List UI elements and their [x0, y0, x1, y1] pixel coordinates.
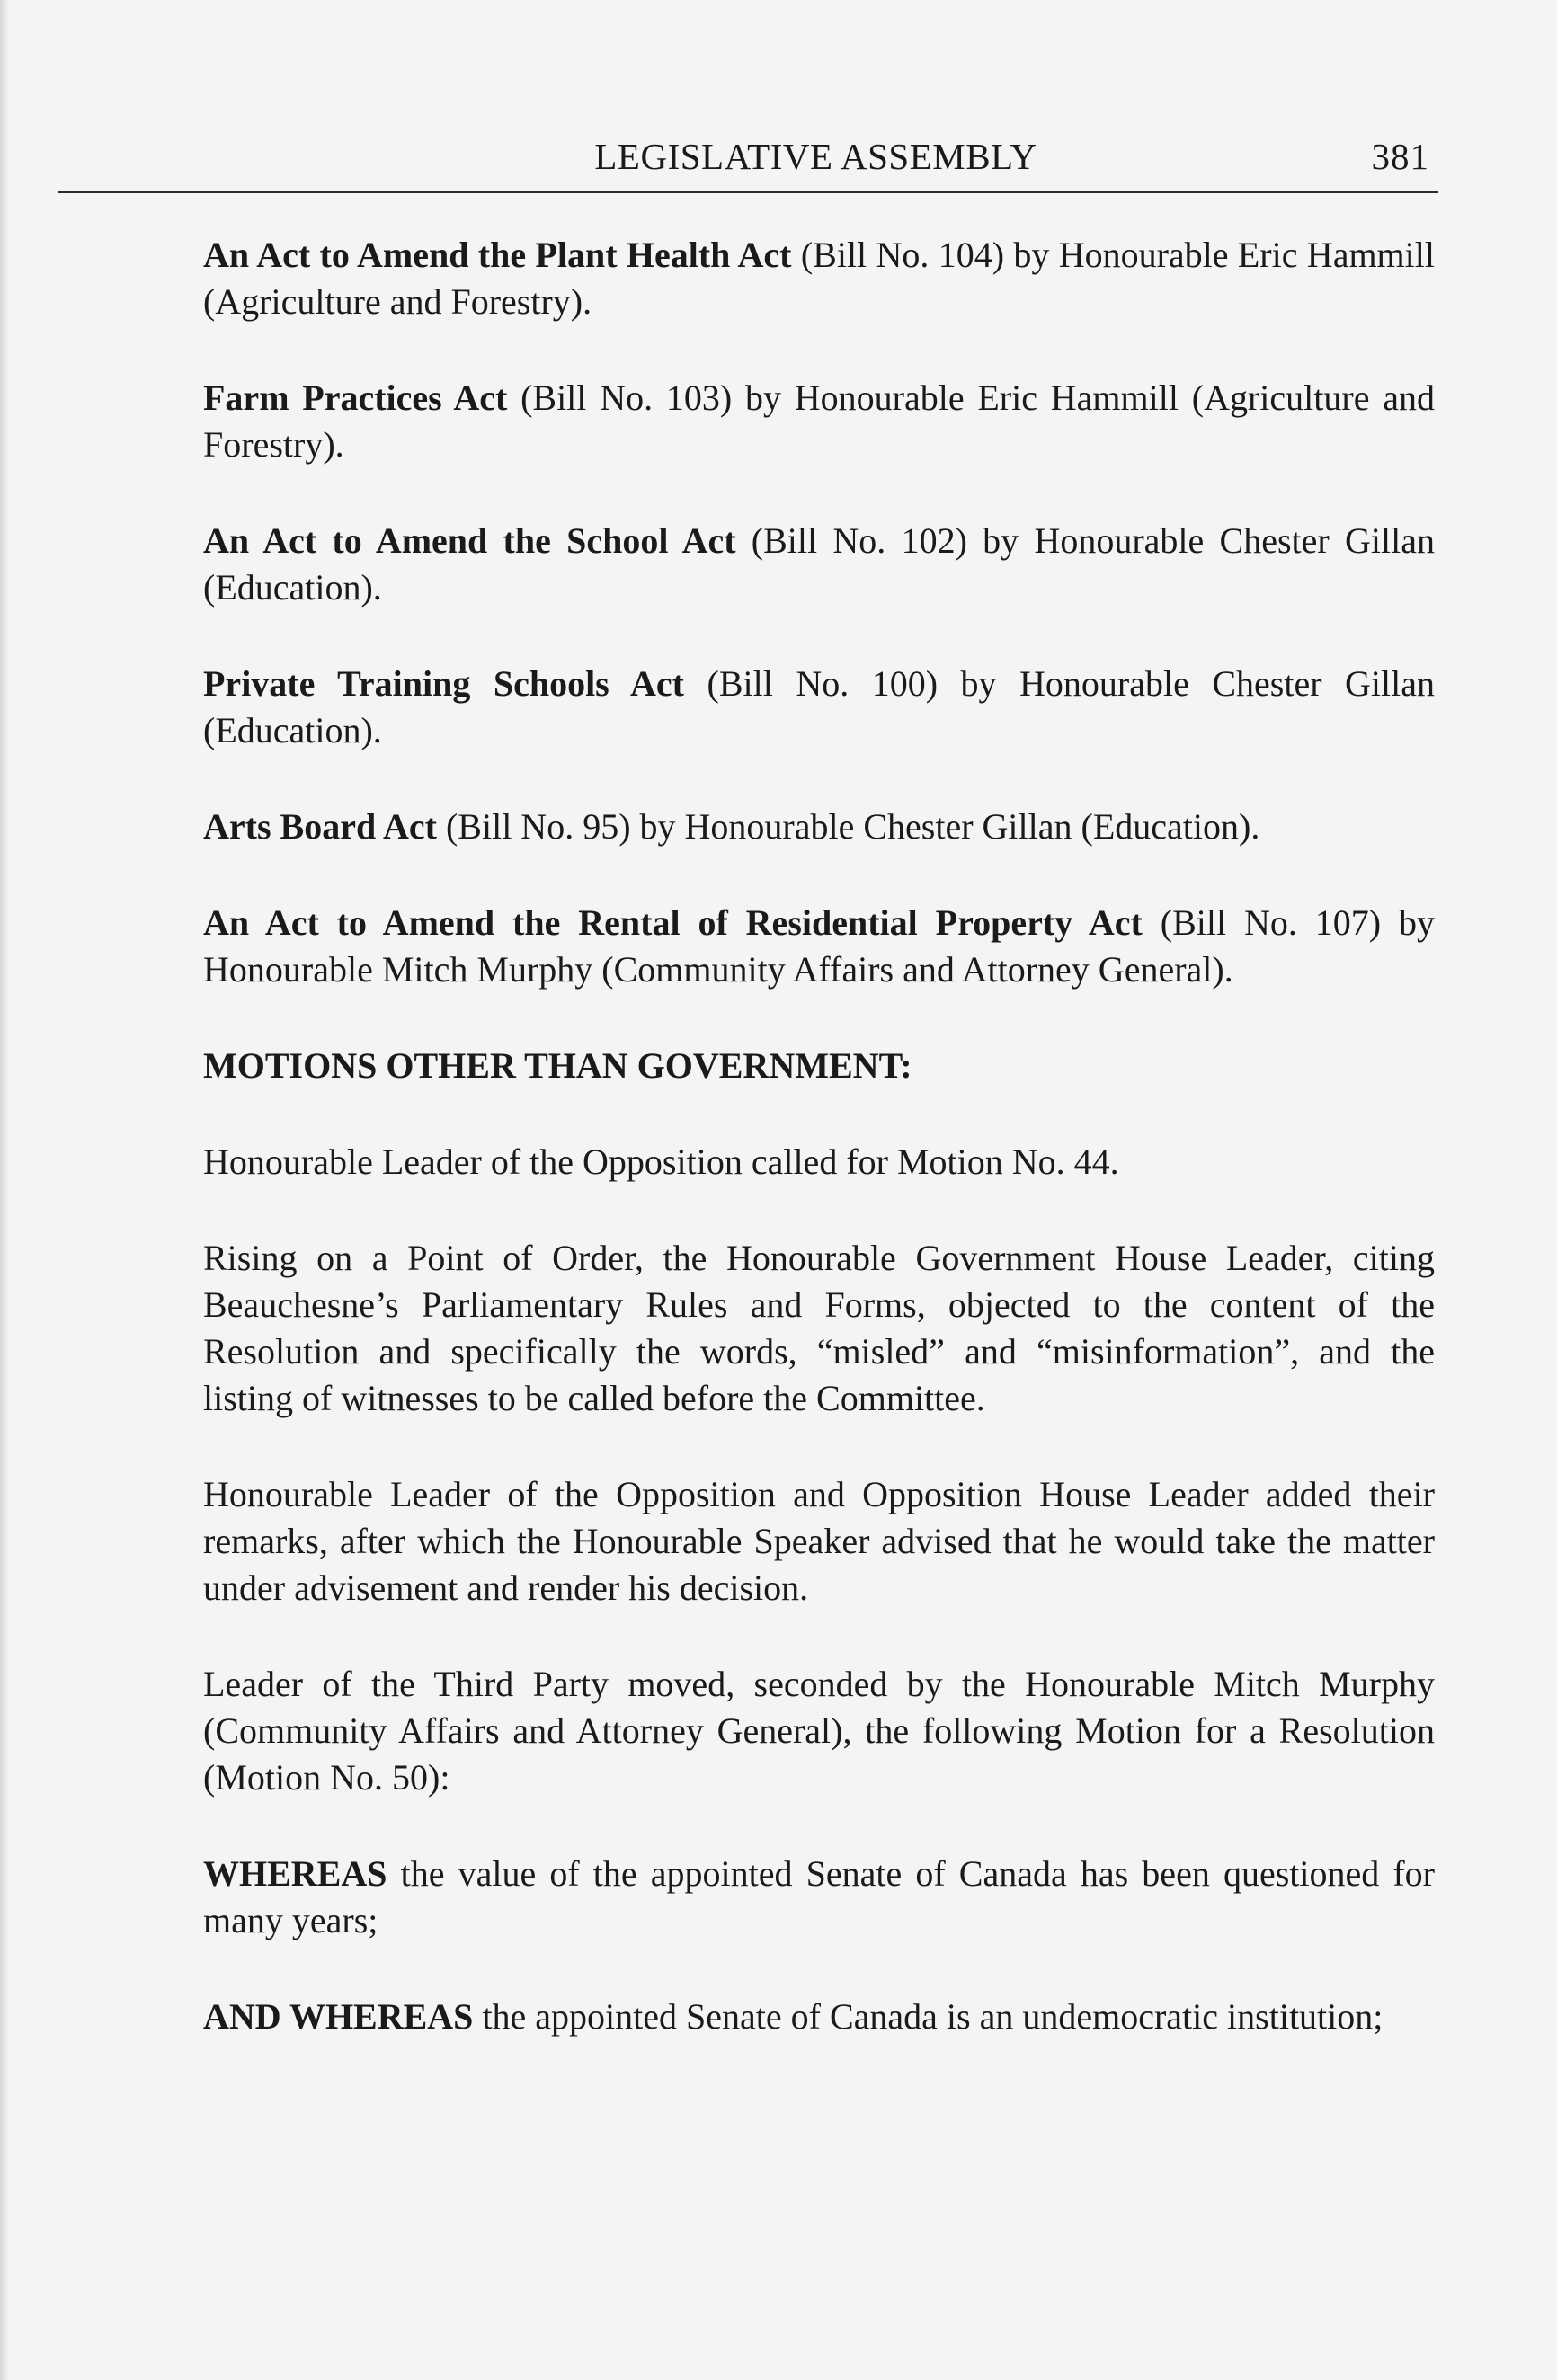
- paragraph: Honourable Leader of the Opposition called for Motion No. 44.: [203, 1141, 1119, 1182]
- bill-title: An Act to Amend the Rental of Residential Property Act: [203, 902, 1143, 943]
- header-rule: [58, 191, 1438, 193]
- bill-entry: [203, 900, 1435, 993]
- bill-details: (Bill No. 103) by Honourable Eric Hammill (Agriculture and Forestry).: [203, 377, 1435, 465]
- bill-details: (Bill No. 104) by Honourable Eric Hammill (Agriculture and Forestry).: [203, 235, 1436, 322]
- page-edge-shadow: [0, 0, 9, 2380]
- whereas-keyword: AND WHEREAS: [203, 1996, 474, 2037]
- page-number: 381: [1371, 136, 1429, 177]
- paragraph: Leader of the Third Party moved, seconded by the Honourable Mitch Murphy (Community Affairs and Attorney General), the following Motion for a Resolution (Motion No. 50):: [203, 1664, 1435, 1798]
- whereas-clause: [203, 1994, 1435, 2040]
- bill-details: (Bill No. 107) by Honourable Mitch Murphy (Community Affairs and Attorney General).: [203, 902, 1435, 990]
- page-body: [203, 232, 1435, 2090]
- whereas-text: the value of the appointed Senate of Canada has been questioned for many years;: [203, 1853, 1435, 1940]
- bill-title: An Act to Amend the Plant Health Act: [203, 235, 792, 275]
- bill-entry: [203, 375, 1435, 468]
- bill-details: (Bill No. 95) by Honourable Chester Gillan (Education).: [436, 806, 1260, 847]
- whereas-clause: [203, 1851, 1435, 1944]
- running-title: LEGISLATIVE ASSEMBLY: [594, 136, 1037, 177]
- paragraph: Honourable Leader of the Opposition and Opposition House Leader added their remarks, after which the Honourable Speaker advised that he would take the matter under advisement and render his decision.: [203, 1474, 1435, 1608]
- page-header: [202, 135, 1429, 192]
- bill-entry: [203, 661, 1435, 754]
- bill-entry: [203, 804, 1435, 850]
- bill-title: Arts Board Act: [203, 806, 437, 847]
- bill-title: Private Training Schools Act: [203, 663, 684, 704]
- bill-details: (Bill No. 100) by Honourable Chester Gillan (Education).: [203, 663, 1435, 750]
- paragraph: Rising on a Point of Order, the Honourable Government House Leader, citing Beauchesne’s Parliamentary Rules and Forms, objected to the content of the Resolution and specifically the words, “misled” and “misinformation”, and the listing of witnesses to be called before the Committee.: [203, 1238, 1435, 1418]
- bill-entry: [203, 232, 1435, 325]
- whereas-keyword: WHEREAS: [203, 1853, 387, 1894]
- bill-details: (Bill No. 102) by Honourable Chester Gillan (Education).: [203, 520, 1435, 608]
- bill-title: An Act to Amend the School Act: [203, 520, 736, 561]
- bill-title: Farm Practices Act: [203, 377, 508, 418]
- bill-entry: [203, 518, 1435, 611]
- section-heading: MOTIONS OTHER THAN GOVERNMENT:: [203, 1045, 912, 1086]
- whereas-text: the appointed Senate of Canada is an undemocratic institution;: [473, 1996, 1384, 2037]
